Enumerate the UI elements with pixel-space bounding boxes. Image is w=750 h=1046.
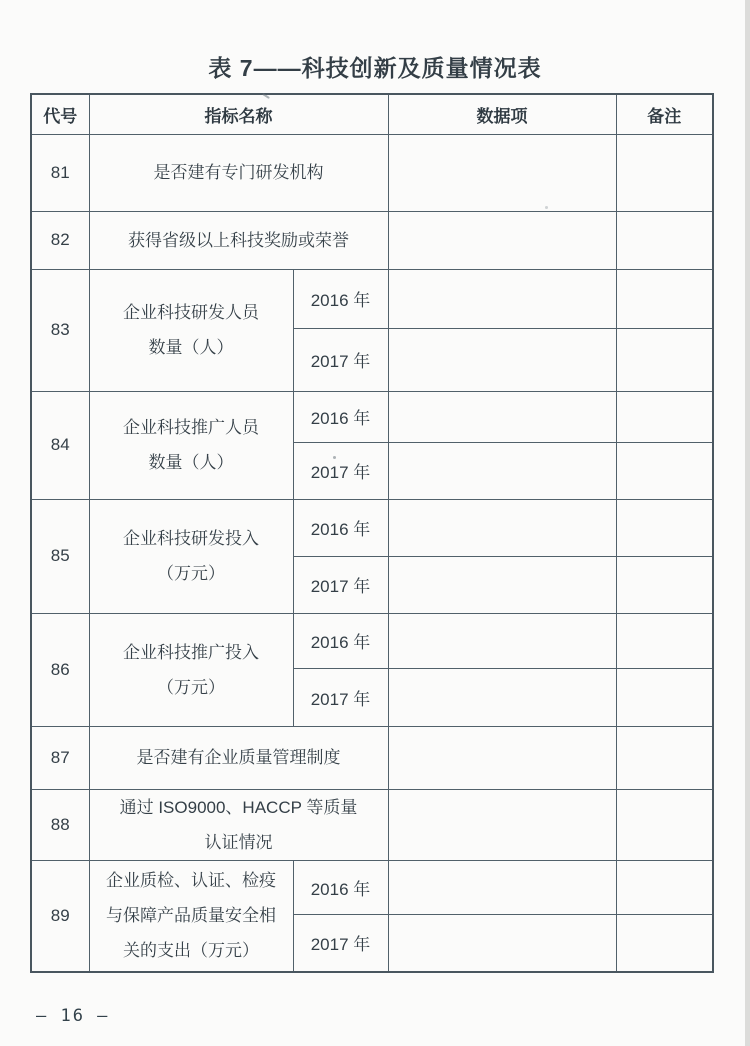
data-item-cell: [388, 269, 616, 328]
data-item-cell: [388, 860, 616, 914]
table-row: [31, 726, 713, 789]
page-number: – 16 –: [36, 1006, 110, 1026]
code-cell: 86: [31, 613, 89, 726]
data-item-cell: [388, 789, 616, 860]
data-item-cell: [388, 134, 616, 211]
indicator-text-line: 企业质检、认证、检疫: [106, 871, 276, 891]
code-cell: 87: [31, 726, 89, 789]
remark-cell: [616, 789, 713, 860]
indicator-text-line: 是否建有企业质量管理制度: [136, 748, 341, 767]
code-cell: 84: [31, 391, 89, 499]
year-cell: 2016 年: [293, 499, 388, 556]
data-item-cell: [388, 328, 616, 391]
indicator-cell: [89, 269, 293, 391]
indicator-table: [30, 93, 714, 973]
table-row: [31, 613, 713, 668]
table-row: [31, 134, 713, 211]
header-data-item: 数据项: [388, 94, 616, 134]
data-item-cell: [388, 442, 616, 499]
code-cell: 88: [31, 789, 89, 860]
year-cell: 2016 年: [293, 269, 388, 328]
header-indicator: 指标名称: [89, 94, 388, 134]
header-row: [31, 94, 713, 134]
indicator-cell: [89, 613, 293, 726]
indicator-text-line: 认证情况: [204, 832, 273, 852]
indicator-cell: [89, 860, 293, 972]
indicator-text-line: 数量（人）: [148, 338, 234, 357]
indicator-text-line: 是否建有专门研发机构: [153, 163, 324, 182]
code-cell: 81: [31, 134, 89, 211]
scan-artifact: [333, 456, 336, 459]
remark-cell: [616, 211, 713, 269]
page-title: 表 7——科技创新及质量情况表: [208, 55, 542, 81]
year-cell: 2017 年: [293, 914, 388, 972]
data-item-cell: [388, 211, 616, 269]
table-row: [31, 860, 713, 914]
year-cell: 2016 年: [293, 391, 388, 442]
indicator-cell: [89, 726, 388, 789]
table-row: [31, 211, 713, 269]
indicator-cell: [89, 391, 293, 499]
remark-cell: [616, 726, 713, 789]
code-cell: 89: [31, 860, 89, 972]
year-cell: 2017 年: [293, 328, 388, 391]
indicator-text-line: 企业科技研发人员: [123, 303, 259, 322]
indicator-text-line: 企业科技推广投入: [123, 642, 259, 662]
remark-cell: [616, 668, 713, 726]
indicator-text-line: （万元）: [157, 677, 225, 697]
indicator-text-line: 企业科技研发投入: [123, 529, 259, 548]
year-cell: 2017 年: [293, 556, 388, 613]
indicator-cell: [89, 211, 388, 269]
remark-cell: [616, 391, 713, 442]
year-cell: 2016 年: [293, 860, 388, 914]
indicator-cell: [89, 789, 388, 860]
indicator-text-line: 与保障产品质量安全相: [106, 906, 276, 926]
indicator-text-line: 关的支出（万元）: [123, 941, 259, 961]
indicator-text-line: 通过 ISO9000、HACCP 等质量: [119, 797, 358, 817]
indicator-text-line: 企业科技推广人员: [123, 418, 259, 437]
indicator-text-line: 获得省级以上科技奖励或荣誉: [128, 230, 349, 250]
indicator-cell: [89, 134, 388, 211]
code-cell: 82: [31, 211, 89, 269]
remark-cell: [616, 914, 713, 972]
header-remark: 备注: [616, 94, 713, 134]
data-item-cell: [388, 668, 616, 726]
indicator-table-body: [31, 94, 713, 972]
remark-cell: [616, 134, 713, 211]
table-row: [31, 499, 713, 556]
remark-cell: [616, 860, 713, 914]
remark-cell: [616, 499, 713, 556]
table-row: [31, 269, 713, 328]
data-item-cell: [388, 726, 616, 789]
code-cell: 85: [31, 499, 89, 613]
table-row: [31, 391, 713, 442]
data-item-cell: [388, 391, 616, 442]
data-item-cell: [388, 499, 616, 556]
scan-edge: [745, 0, 750, 1046]
remark-cell: [616, 556, 713, 613]
table-row: [31, 789, 713, 860]
year-cell: 2017 年: [293, 668, 388, 726]
data-item-cell: [388, 914, 616, 972]
data-item-cell: [388, 613, 616, 668]
indicator-cell: [89, 499, 293, 613]
year-cell: 2017 年: [293, 442, 388, 499]
code-cell: 83: [31, 269, 89, 391]
data-item-cell: [388, 556, 616, 613]
year-cell: 2016 年: [293, 613, 388, 668]
indicator-text-line: （万元）: [157, 564, 225, 583]
scan-artifact: [545, 206, 548, 209]
remark-cell: [616, 328, 713, 391]
remark-cell: [616, 269, 713, 328]
indicator-text-line: 数量（人）: [148, 453, 234, 472]
remark-cell: [616, 442, 713, 499]
remark-cell: [616, 613, 713, 668]
header-code: 代号: [31, 94, 89, 134]
